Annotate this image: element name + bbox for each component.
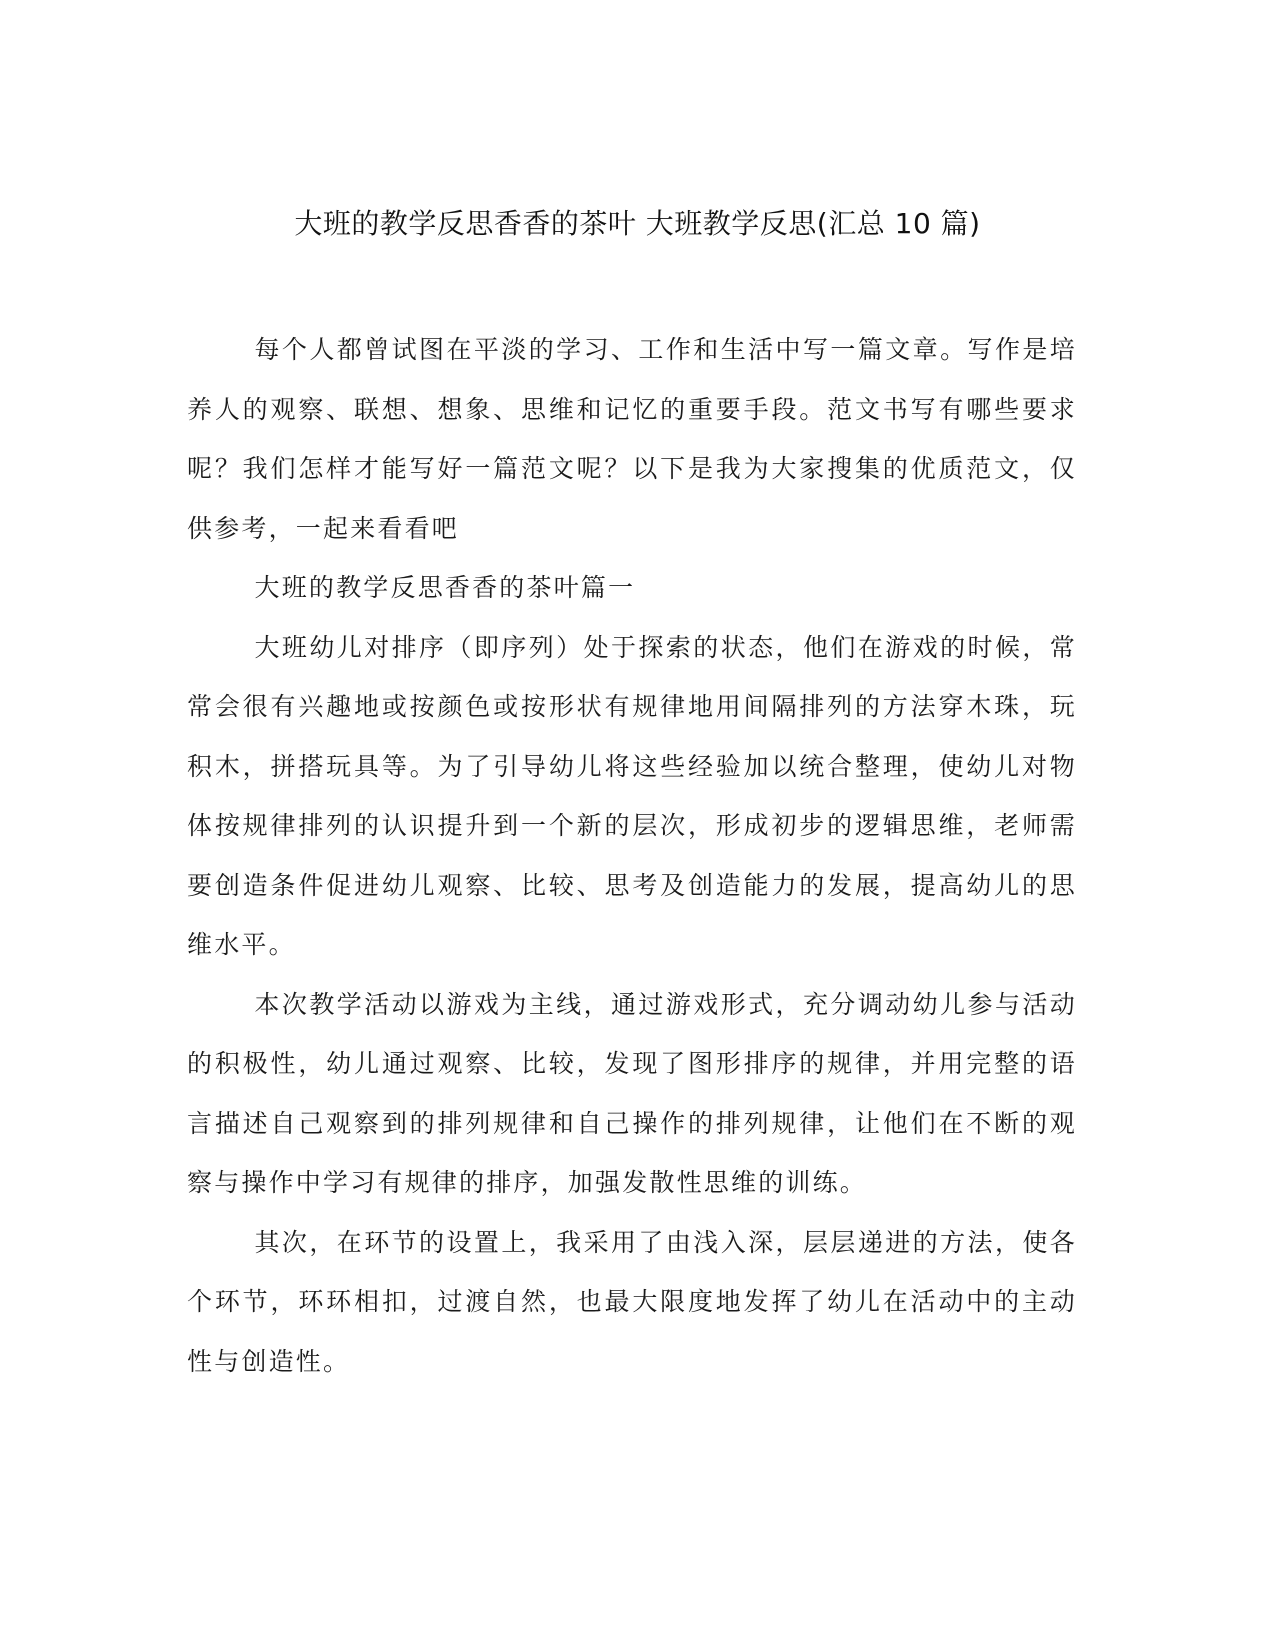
body-paragraph: 其次，在环节的设置上，我采用了由浅入深，层层递进的方法，使各个环节，环环相扣，过渡自然，也最大限度地发挥了幼儿在活动中的主动性与创造性。 (187, 1227, 1077, 1376)
body-paragraph: 大班幼儿对排序（即序列）处于探索的状态，他们在游戏的时候，常常会很有兴趣地或按颜色或按形状有规律地用间隔排列的方法穿木珠，玩积木，拼搭玩具等。为了引导幼儿将这些经验加以统合整理，使幼儿对物体按规律排列的认识提升到一个新的层次，形成初步的逻辑思维，老师需要创造条件促进幼儿观察、比较、思考及创造能力的发展，提高幼儿的思维水平。 (187, 632, 1077, 959)
section-heading: 大班的教学反思香香的茶叶篇一 (254, 573, 636, 602)
document-title: 大班的教学反思香香的茶叶 大班教学反思(汇总 10 篇) (294, 207, 981, 240)
body-paragraph: 本次教学活动以游戏为主线，通过游戏形式，充分调动幼儿参与活动的积极性，幼儿通过观察、比较，发现了图形排序的规律，并用完整的语言描述自己观察到的排列规律和自己操作的排列规律，让他们在不断的观察与操作中学习有规律的排序，加强发散性思维的训练。 (187, 989, 1077, 1197)
document-body (187, 320, 1077, 1391)
intro-paragraph: 每个人都曾试图在平淡的学习、工作和生活中写一篇文章。写作是培养人的观察、联想、想象、思维和记忆的重要手段。范文书写有哪些要求呢？我们怎样才能写好一篇范文呢？以下是我为大家搜集的优质范文，仅供参考，一起来看看吧 (187, 335, 1077, 543)
